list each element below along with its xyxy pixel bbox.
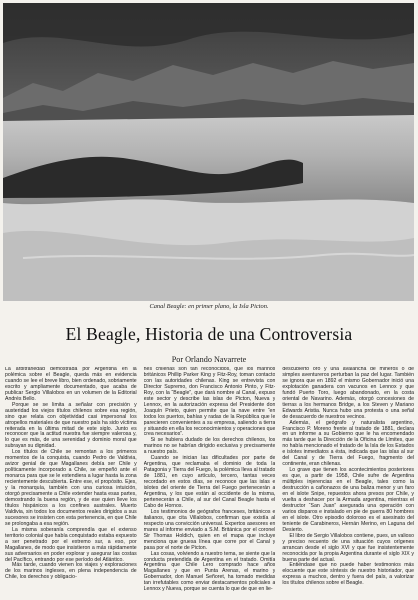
column-3 [282, 367, 414, 597]
article-title: El Beagle, Historia de una Controversia [65, 324, 353, 344]
paragraph: El libro de Sergio Villalobos contiene, pues, un valioso y preciso recuento de una situación cuyos orígenes arrancan desde el siglo XVI y que fue insistentemente reconocida por la propia Argentina durante el siglo XIX y buena parte del actual. [282, 532, 414, 563]
paragraph: La arbitrariedad demostrada por Argentina en la polémica sobre el Beagle, queda más en evidencia cuando se lee el breve libro, bien ordenado, sobriamente escrito y ampliamente documentado, que acaba de publicar Sergio Villalobos en un volumen de la Editorial Andrés Bello. [5, 367, 137, 402]
paragraph: Las cosas, volviendo a nuestro tema, se siente que la conducta pretendida de Argentina en el tratado. Omitía Argentina que Chile Lero comprado hace años Magallanes y que en Punta Arenas, el marino y Gobernador, don Manuel Señoret, ha tomado medidas tan irrefutables como enviar destacamentos policiales a Lennox y Nueva, porque se cuenta lo que de que en lie- [143, 550, 276, 593]
beagle-channel-photo [3, 3, 414, 301]
paragraph: descubierto oro y una avalancha de mineros o de simples aventureros perturban la paz del lugar. También se ignora que en 1892 el mismo Gobernador inició una explotación ganadera con vacunos en Lennox y que fundó Puerto Toro, luego abandonado, en la costa oriental de Navarino. Además, otorgó concesiones de tierras a los hermanos Bridge, a los Steven y Mariano Edwards Aristia. Nunca hubo una protesta o una señal de desacuerdo de nuestros vecinos. [282, 367, 414, 420]
paragraph: Los testimonios de geógrafos franceses, británicos e italianos, que cita Villalobos, confirman que existía al respecto una convicción universal. Expertos asesores en mares al informe enviado a S.M. Británica por el coronel Sir Thomas Holdich, quien en el mapa que incluye menciona que gruesa línea que corre por el Canal y pasa por el norte de Picton. [143, 508, 276, 551]
paragraph: nes chilenas son tan reconocidos, que los marinos británicos Phillip Parker King y Fitz-Roy, toman contacto con las autoridades chilenas. King se entrevista con Director Supremo, don Francisco Antonio Pinto, y Fitz-Roy, con la “Beagle”, que dará nombre al Canal, expuso este sector y describe las islas de Picton, Nueva y Lennox, en la autorización expresa del Presidente don Joaquín Prieto, quien permite que la nave entre “en todos los puertos, bahías y radas de la República que le parecieren convenientes a su empresa, saliendo a tierra y situando en ella los reconocimientos y operaciones que crea necesarios”. [143, 367, 276, 438]
article-body [5, 367, 414, 597]
article-byline: Por Orlando Navarrete [171, 355, 247, 364]
paragraph: Además, el geógrafo y naturalista argentino, Francisco P. Moreno frente al tratado de 1881, declara en un informe a su Gobierno que le ha encomendado más tarde que la Dirección de la Oficina de Límites, que no había mencionado el tratado de la Isla de los Estados e islotes inmediatos a ésta, indicada que las islas al sur del Canal y de Tierra del Fuego, fragmento del continente, eran chilenas. [282, 419, 414, 468]
paragraph: Cuando se inician las dificultades por parte de Argentina, que reclamaba el dominio de toda la Patagonia y Tierra del Fuego, la polémica lleva al tratado de 1881, en cuyo artículo, tercero, tantas veces recordado en estos días, se reconoce que las islas e islotes del oriente de Tierra del Fuego pertenecerán a Argentina, y los que están al occidente de la misma, pertenecerán a Chile, al sur del Canal Beagle hasta el Cabo de Hornos. [143, 455, 276, 509]
column-1 [5, 367, 137, 597]
paragraph: La misma soberanía comprendía que el extenso territorio colonial que había conquistado estaba expuesto a ser penetrado por el extremo sur, a eso, por Magallanes, de modo que insistieron a más rápidamente sus adversarios en poder explorar y asegurar las costas del Pacífico, entrando por ese período del Atlántico. [5, 526, 137, 563]
paragraph: Más tarde, cuando vienen los viajes y exploraciones de los marinos ingleses, en plena independencia de Chile, los derechos y obligacio- [5, 562, 137, 581]
paragraph: Si se hubiera dudado de los derechos chilenos, los marinos no se habrían dirigido exclusiva y precisamente a nuestro país. [143, 437, 276, 456]
column-2 [144, 367, 276, 597]
paragraph: Entiéndase que no puede haber testimonios más elocuente que este síntesis de nuestro historiador, que expresa a muchos, dentro y fuera del país, a valorizar los títulos chilenos sobre el Beagle. [282, 562, 414, 587]
paragraph: Porque se se limita a señalar con precisión y austeridad los viejos títulos chilenos sobre esa región, sino que relata con objetividad casi impersonal los atropellos materiales de que nuestro país ha sido víctima reiterada en la última mitad de este siglo. Junto es reconocer que la actitud nuestra fue siempre valerosa y, lo que es más, de una serenidad y dominio moral que subrayan su dignidad. [5, 401, 137, 450]
photo-caption: Canal Beagle: en primer plano, la Isla Picton. [149, 303, 269, 310]
landscape-photo [3, 3, 414, 301]
paragraph: Los títulos de Chile se remontan a los primeros momentos de la conquista, cuando Pedro de Valdivia, avizor genial de que Magallanes debía ser Chile y políticamente incorporado a Chile, se empeñó ante el monarca para que se le extendiera a lugar hasta la zona recientemente descubierta. Entre ese, el propósito. Ejes, y la monarquía, también con una curiosa intuición, otorgó precisamente a Chile extender hasta esas partes, demostrando la buena región, y de ese quien lleve los títulos hispánicos a los confines australes. Muerto Valdivia, sin todos los documentos reales dirigidos a sus sucesores se insisten con esta pertenencia, en que Chile se prolongaba a esa región. [5, 449, 137, 527]
paragraph: Lo grave que tienen los acontecimientos posteriores es que, a partir de 1958, Chile sufre de Argentina múltiples injerencias en el Beagle, tales como la destrucción a cañonazos de una baliza menor y un faro en el islote Snipe, repuestos ahora presos por Chile, y vuelta a deshacer por la Armada argentina, mientras el destructor “San Juan” asegurada una operación con varios disparos e instalado en pie de guerra 80 hombres en el islote. Otro episodio doloroso es el asesinato del teniente de Carabineros, Hernán Merino, en Laguna del Desierto. [282, 467, 414, 533]
